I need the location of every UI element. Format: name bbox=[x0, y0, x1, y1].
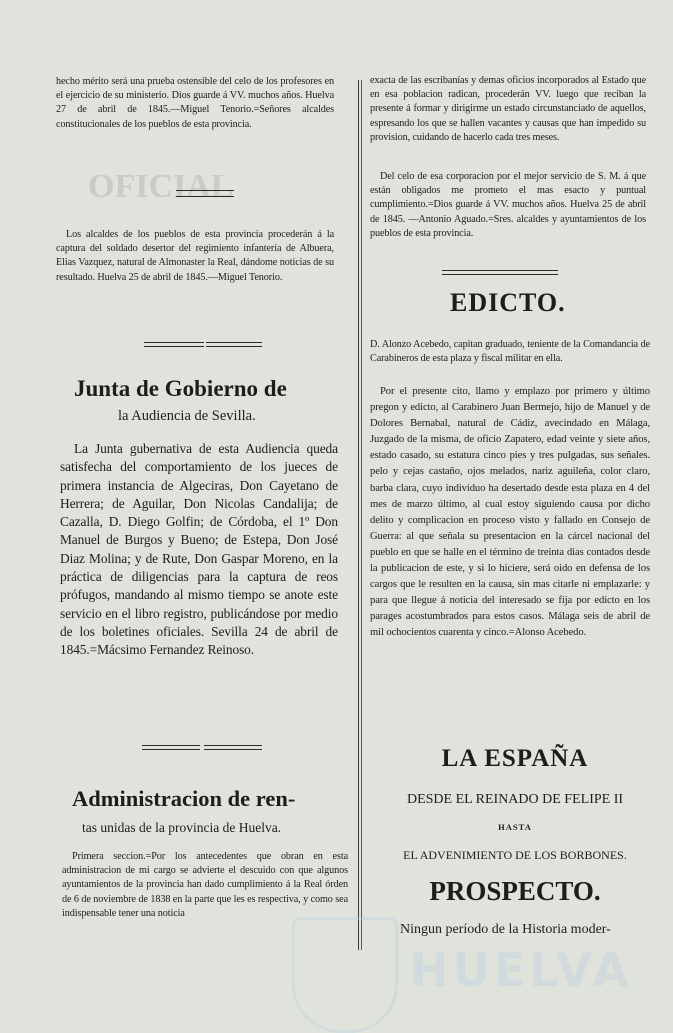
separator-rule bbox=[144, 342, 204, 347]
left-paragraph-4: Primera seccion.=Por los antecedentes que obran en esta administracion de mi cargo se advierte el descuido con que algunos ayuntamientos de la provincia han dado cumplimiento á la Real órden de 6 de noviembre de 1838 en la parte que les es respectiva, y como sea indispensable tener una noticia bbox=[62, 851, 348, 919]
separator-rule bbox=[204, 745, 262, 750]
edicto-title: EDICTO. bbox=[450, 288, 566, 317]
right-paragraph-5: Ningun período de la Historia moder- bbox=[400, 922, 611, 937]
la-espana-hasta: HASTA bbox=[498, 822, 532, 832]
right-column bbox=[370, 0, 654, 1024]
prospecto-title: PROSPECTO. bbox=[429, 876, 601, 906]
la-espana-line-1: DESDE EL REINADO DE FELIPE II bbox=[406, 792, 624, 807]
la-espana-title: LA ESPAÑA bbox=[441, 745, 589, 772]
left-paragraph-2: Los alcaldes de los pueblos de esta provincia procederán á la captura del soldado desertor del regimiento infantería de Albuera, Elias Vazquez, natural de Almonaster la Real, dándome noticias de su resultado. Huelva 25 de abril de 1845.—Miguel Tenorio. bbox=[56, 229, 334, 283]
right-paragraph-1: exacta de las escribanías y demas oficios incorporados al Estado que en esa poblacion radican, procederán VV. luego que reciban la presente á formar y dirigirme un estado circunstanciado de aquellos, espresando los que se hallen vacantes y causas que han impedido su provision, cuidando de hacerlo cada tres meses. bbox=[370, 75, 646, 143]
junta-title: Junta de Gobierno de bbox=[74, 376, 287, 401]
right-paragraph-3: D. Alonzo Acebedo, capitan graduado, teniente de la Comandancia de Carabineros de esta plaza y fiscal militar en ella. bbox=[370, 339, 650, 365]
admin-title: Administracion de ren- bbox=[72, 786, 296, 811]
watermark-text: HUELVA bbox=[410, 943, 633, 997]
separator-rule bbox=[442, 270, 558, 275]
separator-rule bbox=[142, 745, 200, 750]
column-divider bbox=[358, 80, 359, 950]
admin-subtitle: tas unidas de la provincia de Huelva. bbox=[82, 820, 282, 835]
left-paragraph-3: La Junta gubernativa de esta Audiencia queda satisfecha del comportamiento de los jueces de primera instancia de Algeciras, Don Cayetano de Herrera; de Aguilar, Don Nicolas Candalija; de Cazalla, D. Diego Golfin; de Córdoba, el 1º Don Manuel de Burgos y Bueno; de Estepa, Don José Diaz Molina; y de Rute, Don Gaspar Moreno, en la práctica de diligencias para la captura de reos prófugos, mandando al mismo tiempo se anote este servicio en el libro registro, publicándose por medio de los boletines oficiales. Sevilla 24 de abril de 1845.=Mácsimo Fernandez Reinoso. bbox=[60, 441, 338, 658]
column-divider bbox=[361, 80, 362, 950]
junta-subtitle: la Audiencia de Sevilla. bbox=[118, 408, 256, 424]
separator-rule bbox=[206, 342, 262, 347]
la-espana-line-2: EL ADVENIMIENTO DE LOS BORBONES. bbox=[403, 848, 627, 862]
right-paragraph-4: Por el presente cito, llamo y emplazo por primero y último pregon y edicto, al Carabinero Juan Bermejo, hijo de Manuel y de Dolores Bernabal, natural de Cádiz, avecindado en Málaga, Juzgado de la misma, de oficio Zapatero, edad veinte y siete años, estado casado, su estatura cinco pies y tres pulgadas, sus señales. pelo y cejas castaño, ojos melados, nariz aguileña, color claro, barba clara, cuyo individuo ha desertado desde esta plaza en 4 del mes de marzo último, al cual estoy siguiendo causa por dicho delito y complicacion en proceso visto y fallado en Consejo de Guerra: al que señala su presentacion en la cárcel nacional del pueblo en que se halle en el término de treinta dias contados desde la publicacion de este, y si lo hiciere, será oido en defensa de los cargos que le resulten en la causa, sin mas citarle ni emplazarle: y para que llegue á noticia del interesado se fija por edicto en los parages acostumbrados para estos casos. Málaga seis de abril de mil ochocientos cuarenta y cinco.=Alonso Acebedo. bbox=[370, 386, 650, 639]
bleed-through-text: OFICIAL bbox=[88, 168, 234, 205]
left-paragraph-1: hecho mérito será una prueba ostensible del celo de los profesores en el ejercicio de su ministerio. Dios guarde á VV. muchos años. Huelva 27 de abril de 1845.—Miguel Tenorio.=Señores alcaldes constitucionales de los pueblos de esta provincia. bbox=[56, 76, 334, 130]
separator-rule bbox=[176, 190, 234, 197]
right-paragraph-2: Del celo de esa corporacion por el mejor servicio de S. M. á que están obligados me prometo el mas esacto y puntual cumplimiento.=Dios guarde á VV. muchos años. Huelva 25 de abril de 1845. —Antonio Aguado.=Sres. alcaldes y ayuntamientos de los pueblos de esta provincia. bbox=[370, 171, 646, 239]
left-column bbox=[56, 0, 348, 1024]
